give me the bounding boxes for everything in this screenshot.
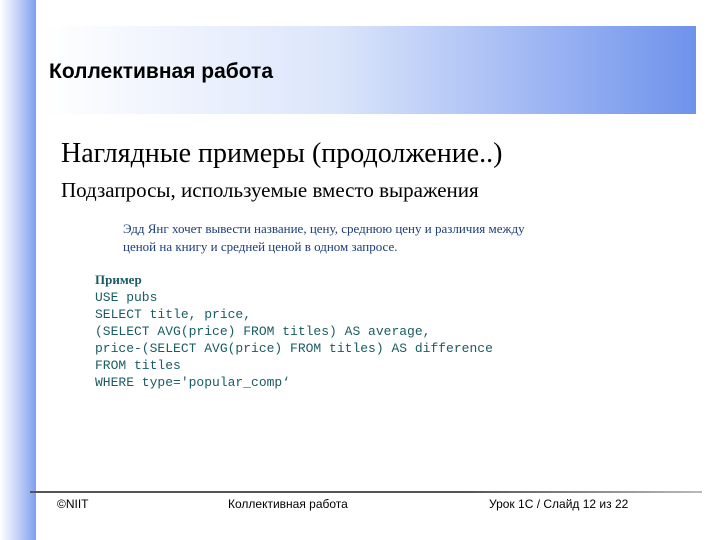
code-line: USE pubs [95,290,158,305]
example-block [95,272,493,391]
section-subheading: Подзапросы, используемые вместо выражения [61,178,479,202]
footer-title: Коллективная работа [228,497,348,511]
code-line: SELECT title, price, [95,307,252,322]
code-line: WHERE type='popular_comp‘ [95,375,291,390]
example-label: Пример [95,272,142,287]
footer-copyright: ©NIIT [57,497,89,511]
slide-title: Коллективная работа [49,60,274,83]
code-line: price-(SELECT AVG(price) FROM titles) AS difference [95,341,493,356]
section-heading: Наглядные примеры (продолжение..) [61,138,503,169]
footer-divider [30,491,702,493]
code-line: FROM titles [95,358,181,373]
task-description: Эдд Янг хочет вывести название, цену, среднюю цену и различия между ценой на книгу и средней ценой в одном запросе. [123,221,525,254]
footer-slide-number: Урок 1C / Слайд 12 из 22 [489,497,629,511]
code-line: (SELECT AVG(price) FROM titles) AS average, [95,324,431,339]
left-decorative-bar [0,0,36,540]
